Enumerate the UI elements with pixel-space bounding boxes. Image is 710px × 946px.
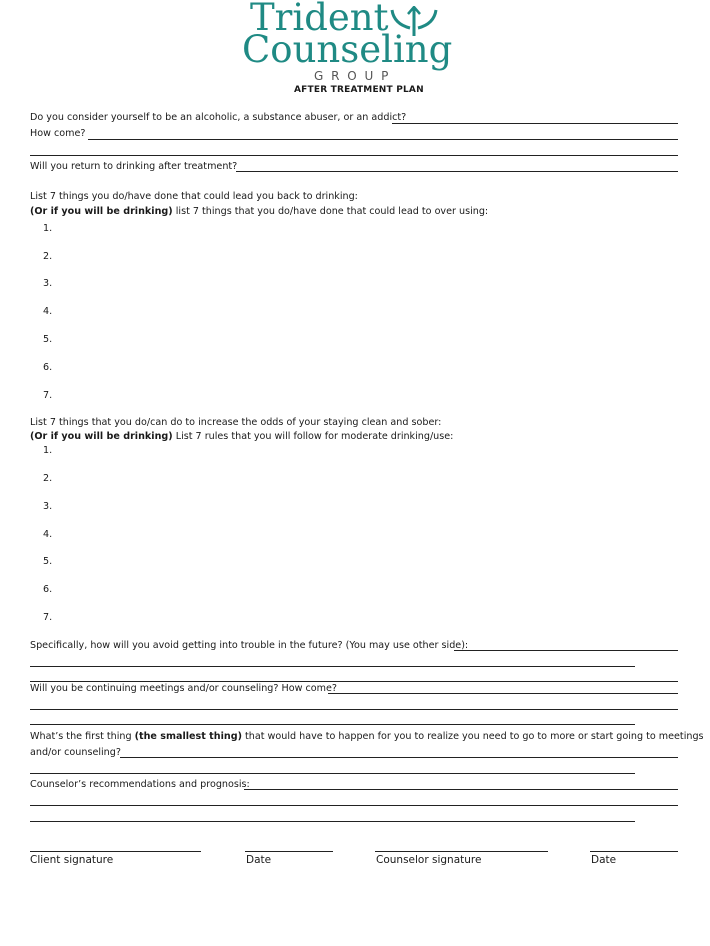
list2-item-number: 3. bbox=[43, 501, 53, 512]
list2-title: List 7 things that you do/can do to increase the odds of your staying clean and sober: bbox=[30, 417, 442, 428]
answer-line[interactable] bbox=[88, 139, 678, 140]
date1-line[interactable] bbox=[245, 851, 333, 852]
answer-line[interactable] bbox=[30, 805, 678, 806]
answer-line[interactable] bbox=[236, 171, 678, 172]
counselor-recommendations-label: Counselor’s recommendations and prognosis: bbox=[30, 779, 250, 790]
answer-line[interactable] bbox=[244, 789, 678, 790]
date1-label: Date bbox=[246, 854, 272, 866]
answer-line[interactable] bbox=[120, 757, 678, 758]
list2-alternative-text: List 7 rules that you will follow for moderate drinking/use: bbox=[172, 431, 454, 442]
list2-item-number: 6. bbox=[43, 584, 53, 595]
list1-item-number: 2. bbox=[43, 251, 53, 262]
client-signature-label: Client signature bbox=[30, 854, 114, 866]
list1-item-number: 1. bbox=[43, 223, 53, 234]
question-how-come: How come? bbox=[30, 128, 86, 139]
logo-group-text: G R O U P bbox=[314, 69, 391, 83]
list1-alternative-bold: (Or if you will be drinking) bbox=[30, 206, 173, 217]
list1-alternative-text: list 7 things that you do/have done that could lead to over using: bbox=[172, 206, 489, 217]
date2-label: Date bbox=[591, 854, 617, 866]
list1-item-number: 7. bbox=[43, 390, 53, 401]
answer-line[interactable] bbox=[328, 693, 678, 694]
question-first-thing-part1: What’s the first thing bbox=[30, 731, 135, 742]
question-continuing-meetings: Will you be continuing meetings and/or counseling? How come? bbox=[30, 683, 337, 694]
list2-item-number: 7. bbox=[43, 612, 53, 623]
answer-line[interactable] bbox=[30, 773, 635, 774]
logo-trident-text: Trident bbox=[250, 0, 389, 39]
answer-line[interactable] bbox=[30, 724, 635, 725]
answer-line[interactable] bbox=[30, 666, 635, 667]
question-first-thing bbox=[30, 731, 704, 743]
question-first-thing-part2: that would have to happen for you to realize you need to go to more or start going to meetings bbox=[241, 731, 704, 742]
list1-title: List 7 things you do/have done that could lead you back to drinking: bbox=[30, 191, 358, 202]
question-return-drinking: Will you return to drinking after treatment? bbox=[30, 161, 238, 172]
list2-item-number: 4. bbox=[43, 529, 53, 540]
list2-item-number: 1. bbox=[43, 445, 53, 456]
answer-line[interactable] bbox=[454, 650, 678, 651]
answer-line[interactable] bbox=[392, 123, 678, 124]
counselor-signature-label: Counselor signature bbox=[376, 854, 482, 866]
question-avoid-trouble: Specifically, how will you avoid getting into trouble in the future? (You may use other side): bbox=[30, 640, 469, 651]
list1-alternative bbox=[30, 206, 488, 218]
list2-item-number: 5. bbox=[43, 556, 53, 567]
question-first-thing-line2: and/or counseling? bbox=[30, 747, 121, 758]
answer-line[interactable] bbox=[30, 709, 678, 710]
question-first-thing-bold: (the smallest thing) bbox=[134, 731, 242, 742]
list2-alternative-bold: (Or if you will be drinking) bbox=[30, 431, 173, 442]
list1-item-number: 3. bbox=[43, 278, 53, 289]
list2-item-number: 2. bbox=[43, 473, 53, 484]
logo bbox=[238, 0, 458, 86]
logo-counseling-text: Counseling bbox=[242, 28, 453, 71]
answer-line[interactable] bbox=[30, 821, 635, 822]
page-title: AFTER TREATMENT PLAN bbox=[294, 85, 424, 95]
counselor-signature-line[interactable] bbox=[375, 851, 548, 852]
client-signature-line[interactable] bbox=[30, 851, 201, 852]
answer-line[interactable] bbox=[30, 681, 678, 682]
list1-item-number: 6. bbox=[43, 362, 53, 373]
date2-line[interactable] bbox=[590, 851, 678, 852]
list2-alternative bbox=[30, 431, 453, 443]
list1-item-number: 5. bbox=[43, 334, 53, 345]
list1-item-number: 4. bbox=[43, 306, 53, 317]
answer-line[interactable] bbox=[30, 155, 678, 156]
question-alcoholic: Do you consider yourself to be an alcoholic, a substance abuser, or an addict? bbox=[30, 112, 407, 123]
